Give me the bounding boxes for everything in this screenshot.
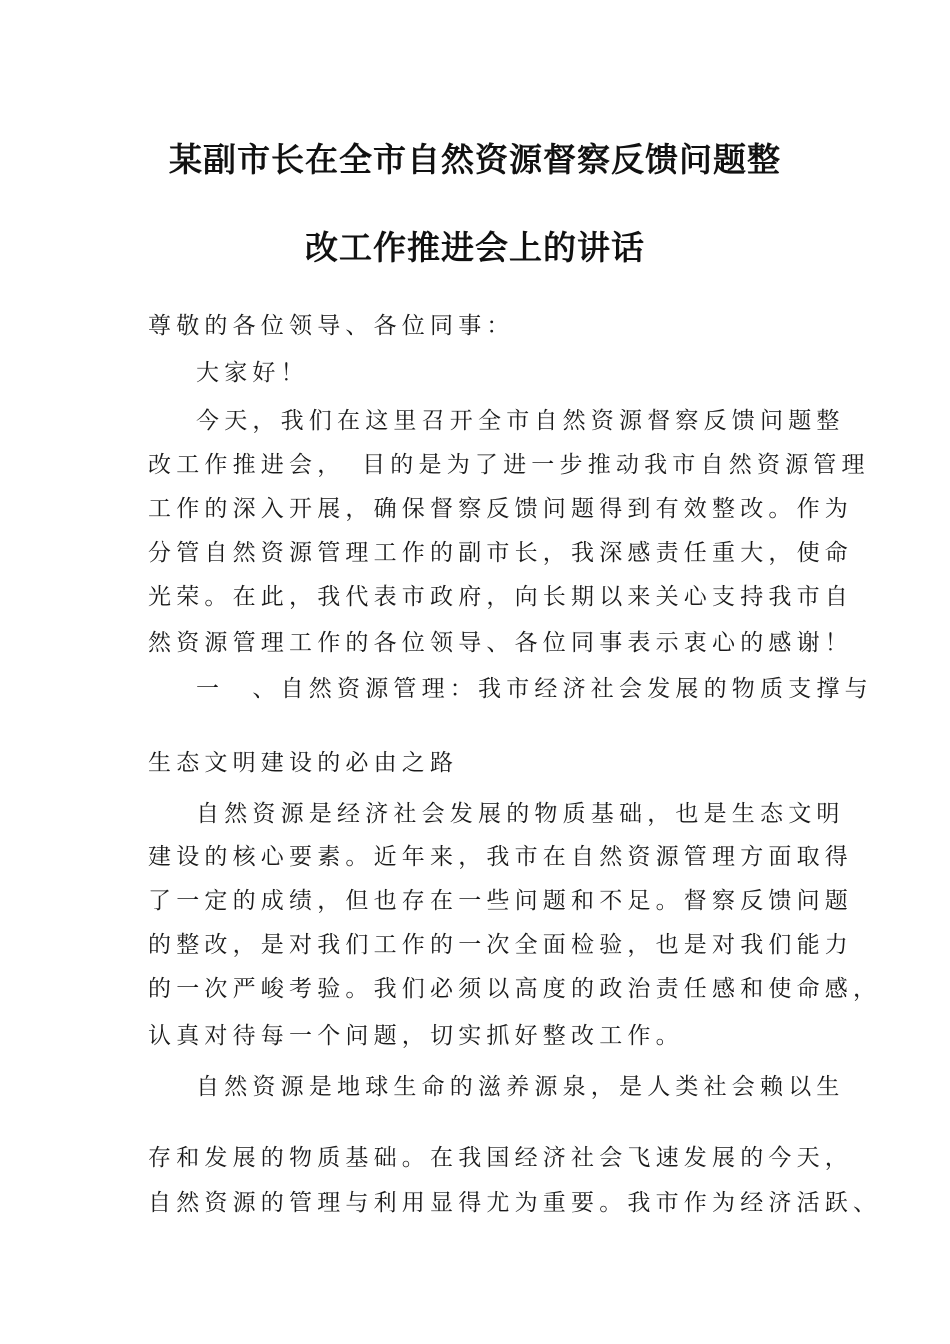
body-line: 存和发展的物质基础。在我国经济社会飞速发展的今天， — [148, 1145, 853, 1171]
body-line: 光荣。在此，我代表市政府，向长期以来关心支持我市自 — [148, 584, 853, 610]
body-line: 建设的核心要素。近年来，我市在自然资源管理方面取得 — [148, 844, 853, 870]
greeting: 大家好！ — [196, 360, 309, 386]
body-line: 然资源管理工作的各位领导、各位同事表示衷心的感谢！ — [148, 630, 853, 656]
body-line: 了一定的成绩，但也存在一些问题和不足。督察反馈问题 — [148, 888, 853, 914]
document-title-line-2: 改工作推进会上的讲话 — [305, 228, 645, 267]
body-line: 工作的深入开展，确保督察反馈问题得到有效整改。作为 — [148, 496, 853, 522]
body-line: 改工作推进会， 目的是为了进一步推动我市自然资源管理 — [148, 452, 870, 478]
body-line: 自然资源是经济社会发展的物质基础，也是生态文明 — [196, 801, 845, 827]
body-line: 认真对待每一个问题，切实抓好整改工作。 — [148, 1023, 684, 1049]
section-heading-line-1: 一 、自然资源管理：我市经济社会发展的物质支撑与 — [196, 676, 873, 702]
body-line: 的一次严峻考验。我们必须以高度的政治责任感和使命感， — [148, 976, 882, 1002]
body-line: 分管自然资源管理工作的副市长，我深感责任重大，使命 — [148, 540, 853, 566]
body-line: 自然资源的管理与利用显得尤为重要。我市作为经济活跃、 — [148, 1190, 882, 1216]
document-title-line-1: 某副市长在全市自然资源督察反馈问题整 — [169, 140, 781, 179]
body-line: 今天，我们在这里召开全市自然资源督察反馈问题整 — [196, 408, 845, 434]
body-line: 的整改，是对我们工作的一次全面检验，也是对我们能力 — [148, 932, 853, 958]
salutation: 尊敬的各位领导、各位同事： — [148, 313, 515, 339]
body-line: 自然资源是地球生命的滋养源泉，是人类社会赖以生 — [196, 1074, 845, 1100]
section-heading-line-2: 生态文明建设的必由之路 — [148, 750, 459, 776]
